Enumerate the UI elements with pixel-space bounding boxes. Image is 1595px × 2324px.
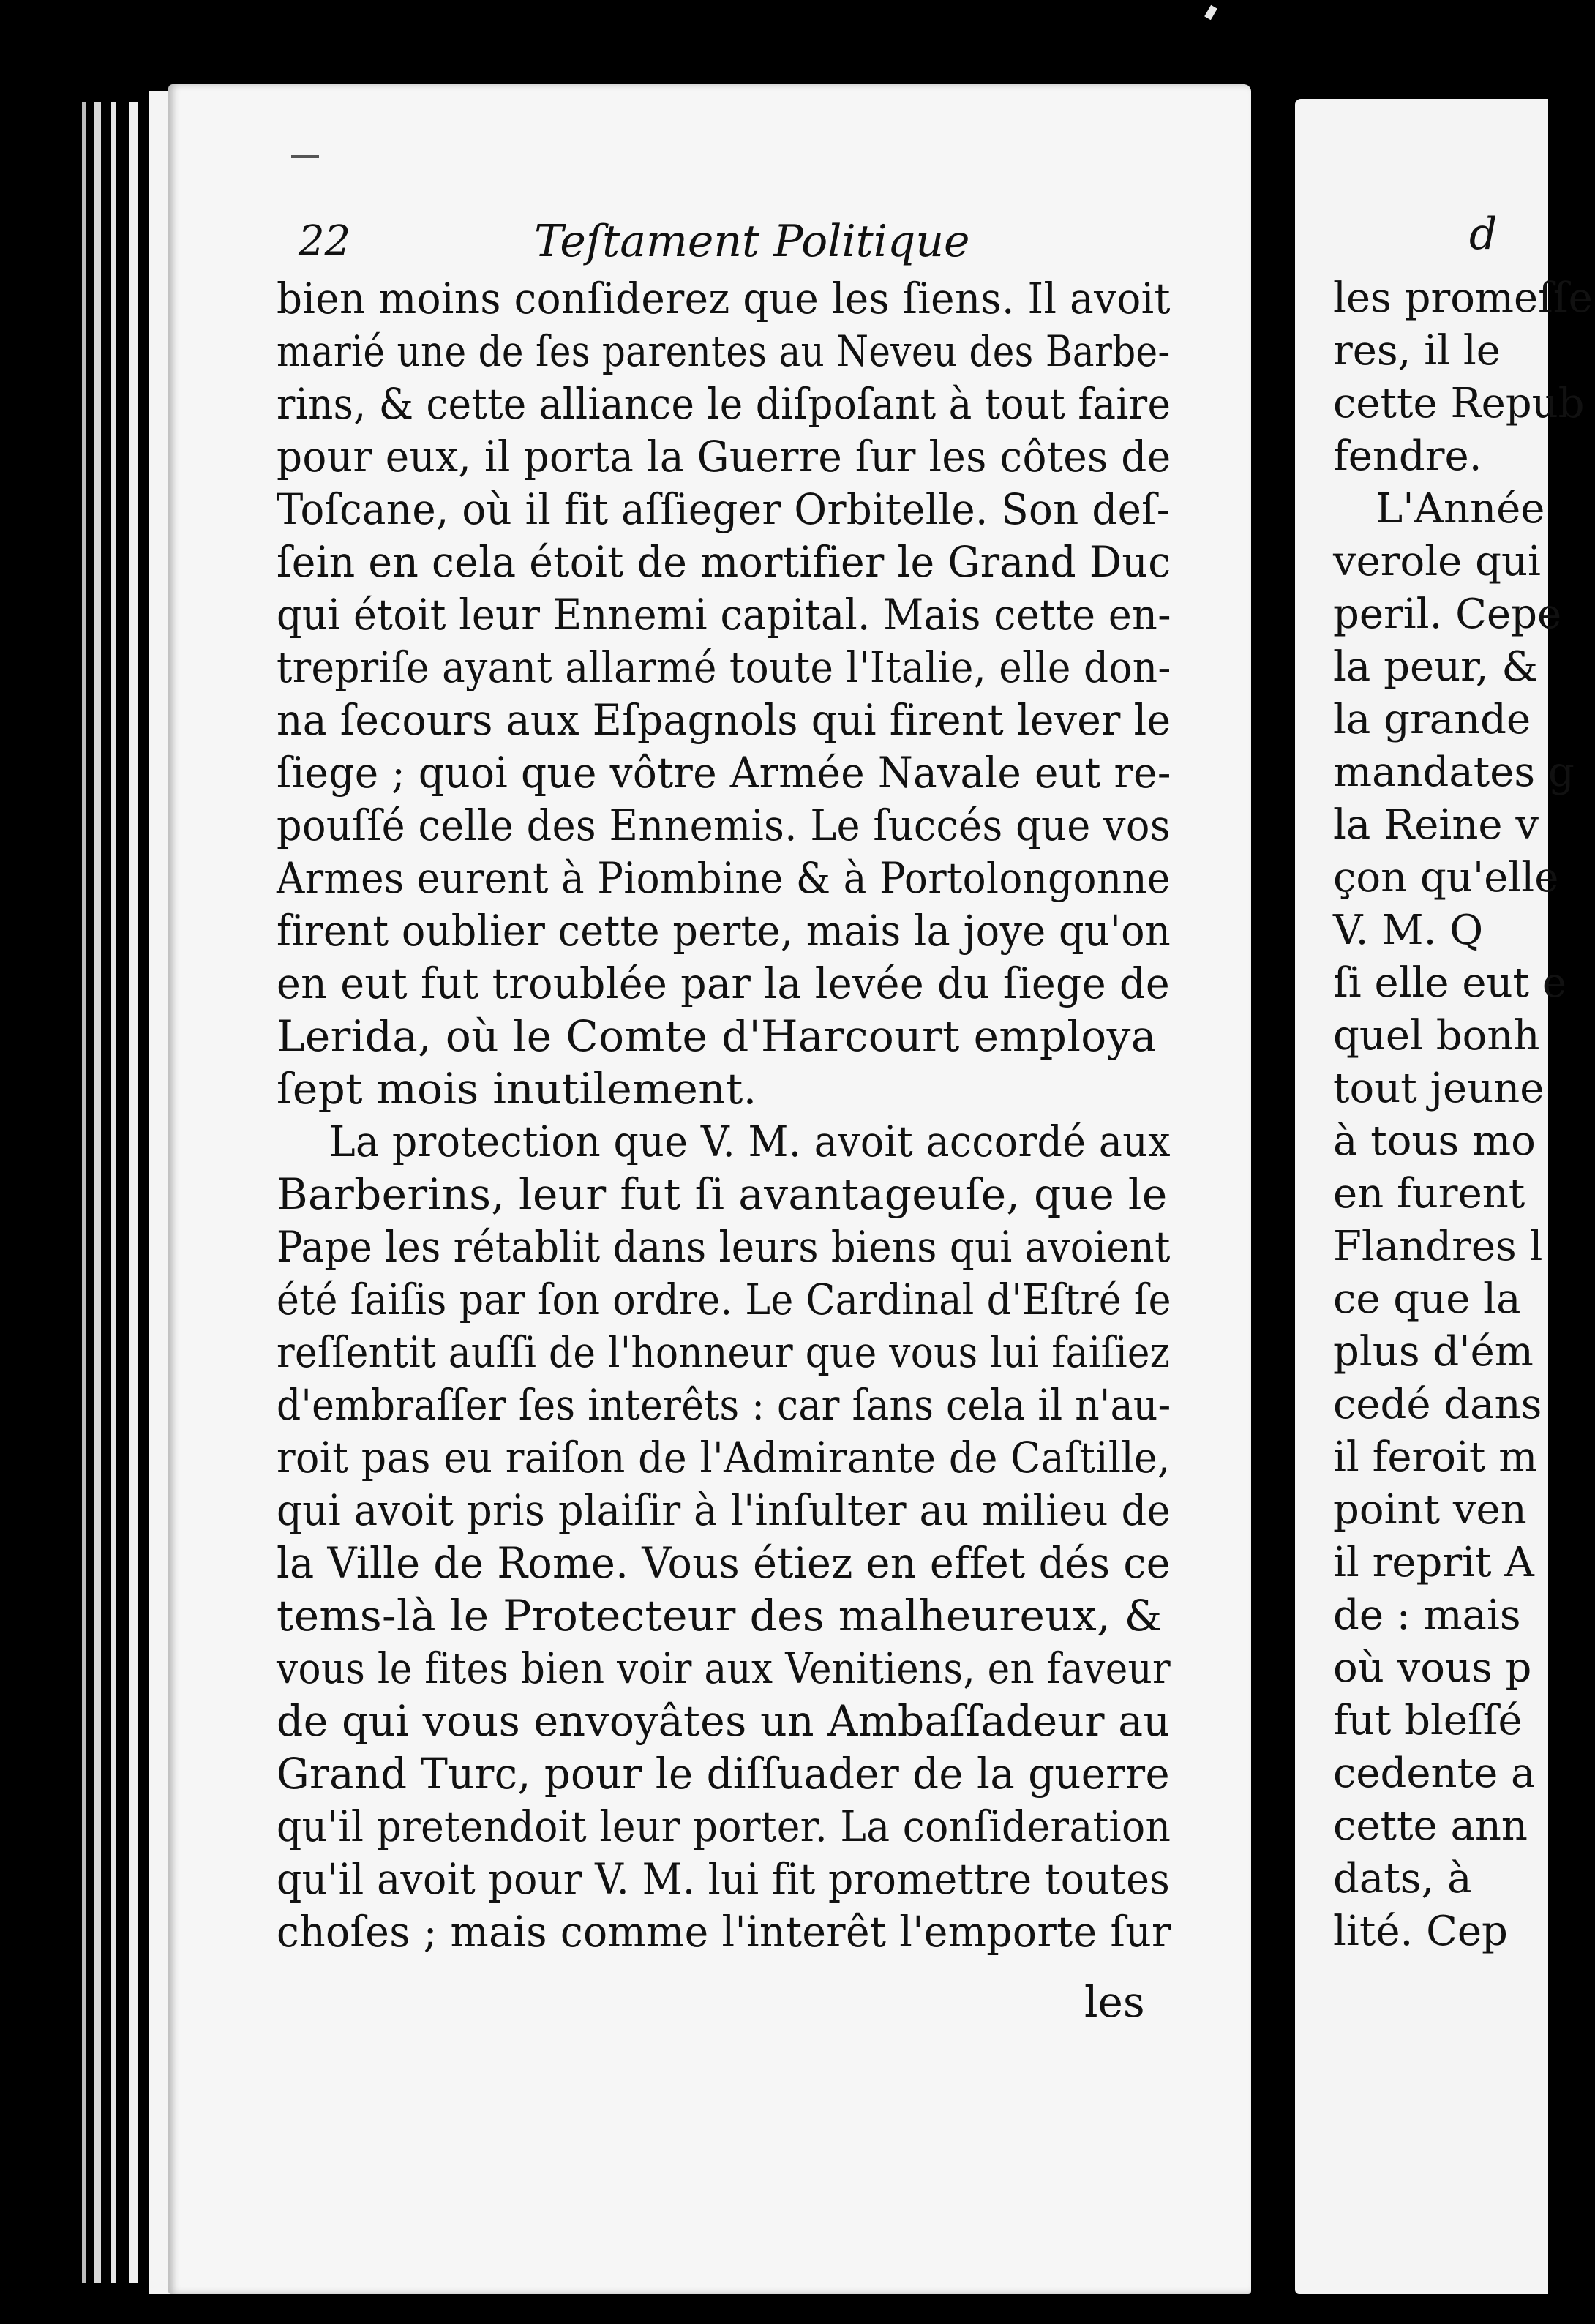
text-line: tems-là le Protecteur des malheureux, & xyxy=(277,1591,1163,1641)
text-line: où vous p xyxy=(1333,1644,1532,1692)
text-line: de : mais xyxy=(1333,1592,1521,1639)
text-line: quel bonh xyxy=(1333,1012,1540,1060)
text-line: tout jeune xyxy=(1333,1065,1545,1112)
text-line: bien moins conſiderez que les ſiens. Il avoit xyxy=(277,274,1171,323)
text-line: roit pas eu raiſon de l'Admirante de Caſtille, xyxy=(277,1433,1171,1483)
text-line: Grand Turc, pour le diſſuader de la guerre xyxy=(277,1749,1170,1799)
text-line: trepriſe ayant allarmé toute l'Italie, elle don- xyxy=(277,642,1171,692)
catchword: les xyxy=(1084,1977,1145,2027)
text-line: dats, à xyxy=(1333,1855,1472,1903)
text-line: les promeſſe xyxy=(1333,274,1593,322)
page-edge xyxy=(94,102,101,2283)
scan-mark xyxy=(1204,5,1217,20)
text-line: ſept mois inutilement. xyxy=(277,1064,757,1114)
pencil-dash-mark xyxy=(291,155,319,158)
text-line: verole qui xyxy=(1333,538,1541,585)
text-line: cette ann xyxy=(1333,1802,1528,1850)
text-line: été ſaiſis par ſon ordre. Le Cardinal d'Eſtré ſe xyxy=(277,1275,1171,1324)
text-line: en furent xyxy=(1333,1170,1525,1218)
text-line: ſi elle eut e xyxy=(1333,959,1566,1007)
running-title: Teſtament Politique xyxy=(534,216,970,267)
page-edge xyxy=(129,102,138,2283)
text-line: cedé dans xyxy=(1333,1381,1542,1428)
text-line: choſes ; mais comme l'interêt l'emporte ſur xyxy=(277,1907,1171,1957)
text-line: Armes eurent à Piombine & à Portolongonne xyxy=(277,853,1171,903)
text-line: qui avoit pris plaiſir à l'inſulter au milieu de xyxy=(277,1485,1171,1535)
text-line: lité. Cep xyxy=(1333,1908,1508,1955)
text-line: de qui vous envoyâtes un Ambaſſadeur au xyxy=(277,1696,1171,1746)
page-edge xyxy=(111,102,116,2283)
text-line: firent oublier cette perte, mais la joye qu'on xyxy=(277,906,1171,956)
text-line: qu'il avoit pour V. M. lui fit promettre toutes xyxy=(277,1854,1171,1904)
page-edge xyxy=(82,102,86,2283)
text-line: pour eux, il porta la Guerre ſur les côtes de xyxy=(277,432,1171,481)
text-line: Toſcane, où il fit aſſieger Orbitelle. Son deſ- xyxy=(277,484,1171,534)
text-line: la peur, & xyxy=(1333,643,1539,691)
text-line: ce que la xyxy=(1333,1275,1521,1323)
text-line: point ven xyxy=(1333,1486,1527,1534)
text-line: na ſecours aux Eſpagnols qui firent lever le xyxy=(277,695,1171,745)
text-line: L'Année xyxy=(1376,485,1545,533)
text-line: la Ville de Rome. Vous étiez en effet dés ce xyxy=(277,1538,1171,1588)
text-line: il feroit m xyxy=(1333,1433,1538,1481)
text-line: fendre. xyxy=(1333,432,1482,480)
text-line: d'embraſſer ſes interêts : car ſans cela il n'au- xyxy=(277,1380,1171,1430)
text-line: peril. Cepe xyxy=(1333,591,1562,638)
text-line: à tous mo xyxy=(1333,1117,1536,1165)
text-line: cedente a xyxy=(1333,1750,1536,1797)
text-line: ſiege ; quoi que vôtre Armée Navale eut re- xyxy=(277,748,1171,798)
text-line: fut bleſſé xyxy=(1333,1697,1523,1744)
text-line: qu'il pretendoit leur porter. La conſideration xyxy=(277,1802,1171,1851)
text-line: marié une de ſes parentes au Neveu des Barbe- xyxy=(277,326,1171,376)
text-line: la Reine v xyxy=(1333,801,1539,849)
text-line: Lerida, où le Comte d'Harcourt employa xyxy=(277,1011,1157,1061)
text-line: çon qu'elle xyxy=(1333,854,1559,902)
text-line: La protection que V. M. avoit accordé aux xyxy=(329,1117,1171,1166)
text-line: rins, & cette alliance le diſpoſant à tout faire xyxy=(277,379,1171,429)
page-number: 22 xyxy=(299,217,351,265)
text-line: ſein en cela étoit de mortifier le Grand Duc xyxy=(277,537,1171,587)
text-line: vous le fites bien voir aux Venitiens, en faveur xyxy=(277,1643,1171,1693)
text-line: pouſſé celle des Ennemis. Le ſuccés que vos xyxy=(277,801,1171,850)
text-line: mandates g xyxy=(1333,749,1575,796)
text-line: V. M. Q xyxy=(1333,907,1484,954)
text-line: plus d'ém xyxy=(1333,1328,1534,1376)
text-line: qui étoit leur Ennemi capital. Mais cette en- xyxy=(277,590,1171,640)
text-line: la grande xyxy=(1333,696,1531,743)
text-line: res, il le xyxy=(1333,327,1501,375)
text-line: il reprit A xyxy=(1333,1539,1534,1586)
text-line: en eut fut troublée par la levée du ſiege de xyxy=(277,959,1171,1008)
text-line: cette Repub xyxy=(1333,380,1585,427)
text-line: Flandres l xyxy=(1333,1223,1543,1270)
text-line: reſſentit auſſi de l'honneur que vous lui faiſiez xyxy=(277,1327,1171,1377)
right-page-header-fragment: d xyxy=(1469,209,1498,260)
text-line: Barberins, leur fut ſi avantageuſe, que le xyxy=(277,1169,1168,1219)
text-line: Pape les rétablit dans leurs biens qui avoient xyxy=(277,1222,1171,1272)
